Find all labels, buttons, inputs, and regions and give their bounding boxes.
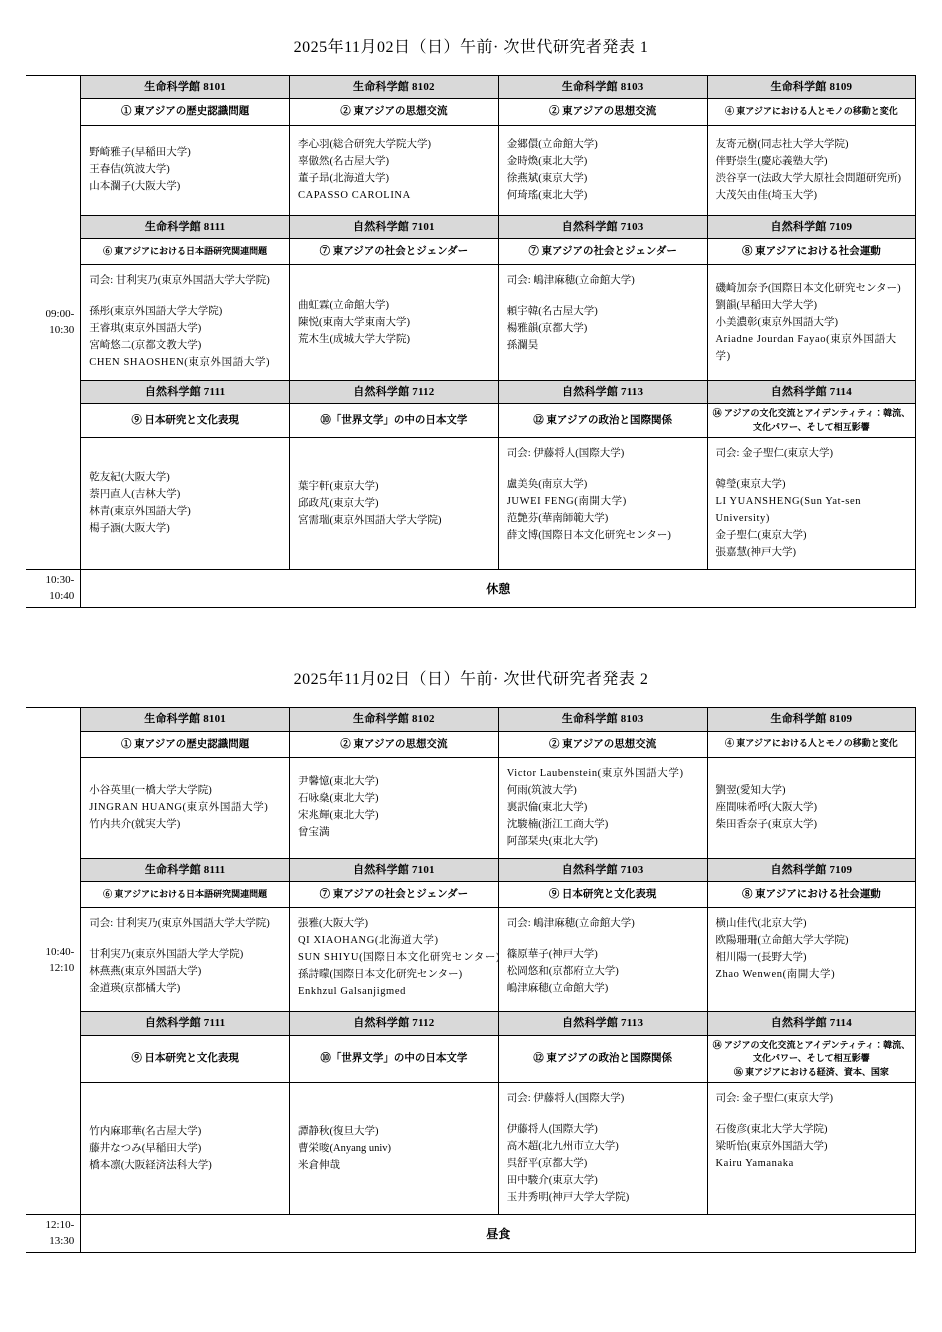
presenter-cell bbox=[290, 757, 499, 858]
presenter-line: 玉井秀明(神戸大学大学院) bbox=[506, 1192, 630, 1204]
room-header: 生命科学館 8101 bbox=[81, 708, 290, 731]
room-header: 生命科学館 8102 bbox=[290, 708, 499, 731]
presenter-line: 孫詩曚(国際日本文化研究センター) bbox=[298, 969, 463, 981]
presenter-line: 石咏燊(東北大学) bbox=[298, 793, 379, 805]
presenter-line: CHEN SHAOSHEN(東京外国語大学) bbox=[89, 357, 271, 369]
table-row bbox=[26, 265, 916, 381]
session-topic: ⑩「世界文学」の中の日本文学 bbox=[290, 404, 499, 438]
presenter-line: 磯崎加奈予(国際日本文化研究センター) bbox=[715, 282, 901, 294]
table-row bbox=[26, 731, 916, 757]
session-topic: ⑧ 東アジアにおける社会運動 bbox=[707, 882, 916, 908]
table-row bbox=[26, 1083, 916, 1215]
session-topic: ⑦ 東アジアの社会とジェンダー bbox=[290, 238, 499, 264]
presenter-line: 竹内麻耶華(名古屋大学) bbox=[89, 1125, 202, 1137]
presenter-line: QI XIAOHANG(北海道大学) bbox=[298, 935, 439, 947]
presenter-cell bbox=[707, 757, 916, 858]
table-row bbox=[26, 99, 916, 125]
presenter-line: 金道瑛(京都橘大学) bbox=[89, 983, 181, 995]
presenter-line: 藤井なつみ(早稲田大学) bbox=[89, 1142, 202, 1154]
presenter-line: 小美濃彰(東京外国語大学) bbox=[715, 316, 838, 328]
presenter-line: 頼宇韓(名古屋大学) bbox=[506, 306, 598, 318]
presenter-cell bbox=[498, 125, 707, 215]
presenter-cell bbox=[707, 908, 916, 1012]
chair-line: 司会: 金子聖仁(東京大学) bbox=[715, 1093, 834, 1105]
table-row bbox=[26, 125, 916, 215]
presenter-line: Kairu Yamanaka bbox=[715, 1158, 794, 1170]
presenter-line: Victor Laubenstein(東京外国語大学) bbox=[506, 767, 684, 779]
presenter-line: 山本瀾子(大阪大学) bbox=[89, 181, 181, 193]
presenter-line: 陳悦(東南大学東南大学) bbox=[298, 316, 410, 328]
presenter-line: 徐燕斌(東京大学) bbox=[506, 172, 588, 184]
presenter-line: 辜傲然(名古屋大学) bbox=[298, 155, 389, 167]
presenter-cell bbox=[81, 265, 290, 381]
presenter-line: 甘利実乃(東京外国語大学大学院) bbox=[89, 949, 244, 961]
presenter-line: 石俊彦(東北大学大学院) bbox=[715, 1124, 828, 1136]
table-row bbox=[26, 1035, 916, 1083]
session-topic: ⑥ 東アジアにおける日本語研究関連問題 bbox=[81, 238, 290, 264]
presenter-cell bbox=[81, 438, 290, 570]
presenter-cell bbox=[498, 757, 707, 858]
session-topic: ⑥ 東アジアにおける日本語研究関連問題 bbox=[81, 882, 290, 908]
room-header: 生命科学館 8102 bbox=[290, 76, 499, 99]
presenter-line: 王睿琪(東京外国語大学) bbox=[89, 323, 202, 335]
room-header: 生命科学館 8109 bbox=[707, 708, 916, 731]
presenter-line: 楊雅韻(京都大学) bbox=[506, 323, 588, 335]
presenter-line: 楊子涵(大阪大学) bbox=[89, 523, 170, 535]
presenter-line: 乾友紀(大阪大学) bbox=[89, 472, 170, 484]
break-label: 昼食 bbox=[81, 1215, 916, 1253]
presenter-cell bbox=[498, 908, 707, 1012]
chair-line: 司会: 嶋津麻穂(立命館大学) bbox=[506, 275, 635, 287]
presenter-line: 王春佶(筑波大学) bbox=[89, 164, 170, 176]
room-header: 生命科学館 8111 bbox=[81, 215, 290, 238]
presenter-line: 横山佳代(北京大学) bbox=[715, 918, 807, 930]
room-header: 自然科学館 7113 bbox=[498, 1012, 707, 1035]
presenter-cell bbox=[707, 265, 916, 381]
presenter-line: 薛文博(国際日本文化研究センター) bbox=[506, 530, 671, 542]
presenter-line: 阿部栞央(東北大学) bbox=[506, 835, 598, 847]
presenter-line: 林燕燕(東京外国語大学) bbox=[89, 966, 202, 978]
presenter-cell bbox=[498, 1083, 707, 1215]
session-topic: ⑦ 東アジアの社会とジェンダー bbox=[498, 238, 707, 264]
session-topic: ⑫ 東アジアの政治と国際関係 bbox=[498, 1035, 707, 1083]
session-topic: ⑨ 日本研究と文化表現 bbox=[81, 404, 290, 438]
session-topic: ② 東アジアの思想交流 bbox=[290, 99, 499, 125]
presenter-line: 林青(東京外国語大学) bbox=[89, 506, 191, 518]
room-header: 自然科学館 7109 bbox=[707, 215, 916, 238]
table-row bbox=[26, 882, 916, 908]
room-header: 自然科学館 7111 bbox=[81, 381, 290, 404]
break-row bbox=[26, 1215, 916, 1253]
presenter-line: 尹馨憶(東北大学) bbox=[298, 776, 379, 788]
presenter-line: 荒木生(成城大学大学院) bbox=[298, 333, 410, 345]
presenter-line: JINGRAN HUANG(東京外国語大学) bbox=[89, 801, 269, 813]
break-label: 休憩 bbox=[81, 570, 916, 608]
presenter-cell bbox=[290, 1083, 499, 1215]
presenter-cell bbox=[81, 757, 290, 858]
presenter-line: 高木超(北九州市立大学) bbox=[506, 1141, 619, 1153]
table-row bbox=[26, 381, 916, 404]
presenter-line: 曹栄晙(Anyang univ) bbox=[298, 1142, 392, 1154]
break-time-label: 12:10- 13:30 bbox=[26, 1215, 81, 1253]
presenter-line: 劉翌(愛知大学) bbox=[715, 784, 786, 796]
session-topic: ⑦ 東アジアの社会とジェンダー bbox=[290, 882, 499, 908]
presenter-line: 橋本凛(大阪経済法科大学) bbox=[89, 1159, 212, 1171]
presenter-cell bbox=[498, 438, 707, 570]
chair-line: 司会: 嶋津麻穂(立命館大学) bbox=[506, 918, 635, 930]
presenter-line: 孫瀾昊 bbox=[506, 340, 539, 352]
presenter-line: 友寄元樹(同志社大学大学院) bbox=[715, 138, 849, 150]
session-topic: ⑫ 東アジアの政治と国際関係 bbox=[498, 404, 707, 438]
session-topic: ⑭ アジアの文化交流とアイデンティティ：韓流、文化パワー、そして相互影響 bbox=[707, 404, 916, 438]
session-topic: ⑧ 東アジアにおける社会運動 bbox=[707, 238, 916, 264]
presenter-cell bbox=[81, 125, 290, 215]
presenter-line: 何琦瑤(東北大学) bbox=[506, 189, 588, 201]
session-topic: ① 東アジアの歴史認識問題 bbox=[81, 731, 290, 757]
presenter-cell bbox=[707, 1083, 916, 1215]
presenter-line: 金郷儇(立命館大学) bbox=[506, 138, 598, 150]
presenter-line: 田中駿介(東京大学) bbox=[506, 1175, 598, 1187]
room-header: 自然科学館 7114 bbox=[707, 1012, 916, 1035]
presenter-line: 邱政芃(東京大学) bbox=[298, 497, 379, 509]
chair-line: 司会: 甘利実乃(東京外国語大学大学院) bbox=[89, 918, 270, 930]
room-header: 生命科学館 8101 bbox=[81, 76, 290, 99]
time-slot-label: 10:40- 12:10 bbox=[26, 708, 81, 1215]
presenter-line: 曾宝満 bbox=[298, 827, 330, 839]
room-header: 自然科学館 7101 bbox=[290, 215, 499, 238]
table-row bbox=[26, 438, 916, 570]
presenter-line: 呉舒平(京都大学) bbox=[506, 1158, 588, 1170]
presenter-line: 董子昻(北海道大学) bbox=[298, 172, 389, 184]
presenter-line: 嶋津麻穂(立命館大学) bbox=[506, 983, 609, 995]
schedule-table-2 bbox=[26, 707, 917, 1253]
presenter-line: 伴野崇生(慶応義塾大学) bbox=[715, 155, 828, 167]
page-title-1: 2025年11月02日（日）午前· 次世代研究者発表 1 bbox=[293, 39, 649, 56]
session-topic: ④ 東アジアにおける人とモノの移動と変化 bbox=[707, 99, 916, 125]
session-topic: ② 東アジアの思想交流 bbox=[498, 99, 707, 125]
presenter-line: LI YUANSHENG(Sun Yat-sen University) bbox=[715, 496, 862, 525]
presenter-line: 沈駿楠(浙江工商大学) bbox=[506, 818, 609, 830]
table-row bbox=[26, 404, 916, 438]
session-topic: ② 東アジアの思想交流 bbox=[498, 731, 707, 757]
presenter-line: 渋谷享一(法政大学大原社会問題研究所) bbox=[715, 172, 901, 184]
room-header: 自然科学館 7103 bbox=[498, 858, 707, 881]
room-header: 自然科学館 7114 bbox=[707, 381, 916, 404]
presenter-cell bbox=[290, 265, 499, 381]
room-header: 自然科学館 7109 bbox=[707, 858, 916, 881]
room-header: 自然科学館 7101 bbox=[290, 858, 499, 881]
presenter-line: JUWEI FENG(南開大学) bbox=[506, 496, 627, 508]
room-header: 生命科学館 8103 bbox=[498, 708, 707, 731]
table-row bbox=[26, 757, 916, 858]
schedule-block-2 bbox=[0, 608, 942, 1253]
session-topic: ② 東アジアの思想交流 bbox=[290, 731, 499, 757]
presenter-line: 篠原華子(神戸大学) bbox=[506, 949, 598, 961]
presenter-line: 張雅(大阪大学) bbox=[298, 918, 368, 930]
presenter-line: 曲虹霖(立命館大学) bbox=[298, 299, 389, 311]
presenter-line: 相川陽一(長野大学) bbox=[715, 952, 807, 964]
presenter-cell bbox=[290, 125, 499, 215]
room-header: 生命科学館 8103 bbox=[498, 76, 707, 99]
presenter-line: 劉韻(早稲田大学大学) bbox=[715, 299, 817, 311]
presenter-line: 李心羽(総合研究大学院大学) bbox=[298, 138, 431, 150]
presenter-line: 座間味希呼(大阪大学) bbox=[715, 801, 817, 813]
presenter-cell bbox=[290, 908, 499, 1012]
presenter-cell bbox=[707, 438, 916, 570]
table-row bbox=[26, 858, 916, 881]
presenter-line: 宮崎悠二(京都文教大学) bbox=[89, 340, 202, 352]
presenter-line: 金時煥(東北大学) bbox=[506, 155, 588, 167]
table-row bbox=[26, 238, 916, 264]
chair-line: 司会: 伊藤将人(国際大学) bbox=[506, 448, 625, 460]
presenter-line: 宋兆輝(東北大学) bbox=[298, 810, 379, 822]
presenter-line: 小谷英里(一橋大学大学院) bbox=[89, 784, 212, 796]
presenter-cell bbox=[707, 125, 916, 215]
presenter-line: 梁昕怡(東京外国語大学) bbox=[715, 1141, 828, 1153]
table-row bbox=[26, 76, 916, 99]
presenter-line: 何雨(筑波大学) bbox=[506, 784, 577, 796]
presenter-line: 范艶芬(華南師範大学) bbox=[506, 513, 609, 525]
table-row bbox=[26, 708, 916, 731]
presenter-line: 裏訳倫(東北大学) bbox=[506, 801, 588, 813]
room-header: 自然科学館 7112 bbox=[290, 381, 499, 404]
presenter-line: 譚静秋(復旦大学) bbox=[298, 1125, 379, 1137]
session-topic: ④ 東アジアにおける人とモノの移動と変化 bbox=[707, 731, 916, 757]
session-topic: ⑭ アジアの文化交流とアイデンティティ：韓流、文化パワー、そして相互影響 ⑯ 東アジアにおける経済、資本、国家 bbox=[707, 1035, 916, 1083]
presenter-cell bbox=[81, 908, 290, 1012]
room-header: 自然科学館 7113 bbox=[498, 381, 707, 404]
room-header: 生命科学館 8109 bbox=[707, 76, 916, 99]
table-row bbox=[26, 215, 916, 238]
presenter-line: 張嘉慧(神戸大学) bbox=[715, 547, 796, 559]
session-topic: ⑩「世界文学」の中の日本文学 bbox=[290, 1035, 499, 1083]
page-title-2: 2025年11月02日（日）午前· 次世代研究者発表 2 bbox=[293, 671, 649, 689]
chair-line: 司会: 伊藤将人(国際大学) bbox=[506, 1093, 625, 1105]
session-topic: ⑨ 日本研究と文化表現 bbox=[498, 882, 707, 908]
presenter-line: Ariadne Jourdan Fayao(東京外国語大学) bbox=[715, 333, 897, 362]
table-row bbox=[26, 908, 916, 1012]
presenter-line: 欧陽珊珊(立命館大学大学院) bbox=[715, 935, 849, 947]
presenter-line: 孫彤(東京外国語大学大学院) bbox=[89, 306, 223, 318]
presenter-line: 伊藤将人(国際大学) bbox=[506, 1124, 598, 1136]
schedule-block-1 bbox=[0, 0, 942, 608]
chair-line: 司会: 甘利実乃(東京外国語大学大学院) bbox=[89, 275, 270, 287]
room-header: 生命科学館 8111 bbox=[81, 858, 290, 881]
break-row bbox=[26, 570, 916, 608]
presenter-line: 葉宇軒(東京大学) bbox=[298, 480, 379, 492]
presenter-line: 竹内共介(就実大学) bbox=[89, 818, 181, 830]
break-time-label: 10:30- 10:40 bbox=[26, 570, 81, 608]
presenter-line: 金子聖仁(東京大学) bbox=[715, 530, 807, 542]
presenter-line: SUN SHIYU(国際日本文化研究センター) bbox=[298, 952, 501, 964]
presenter-cell bbox=[498, 265, 707, 381]
presenter-line: 柴田香奈子(東京大学) bbox=[715, 818, 817, 830]
schedule-table-1 bbox=[26, 75, 917, 608]
presenter-line: CAPASSO CAROLINA bbox=[298, 189, 411, 201]
presenter-line: 米倉伸哉 bbox=[298, 1159, 340, 1171]
time-slot-label: 09:00- 10:30 bbox=[26, 76, 81, 570]
presenter-line: Enkhzul Galsanjigmed bbox=[298, 986, 406, 998]
room-header: 自然科学館 7111 bbox=[81, 1012, 290, 1035]
presenter-line: 萘円直人(吉林大学) bbox=[89, 489, 181, 501]
presenter-line: Zhao Wenwen(南開大学) bbox=[715, 969, 836, 981]
presenter-cell bbox=[290, 438, 499, 570]
presenter-line: 盧美奂(南京大学) bbox=[506, 479, 588, 491]
presenter-cell bbox=[81, 1083, 290, 1215]
room-header: 自然科学館 7103 bbox=[498, 215, 707, 238]
chair-line: 司会: 金子聖仁(東京大学) bbox=[715, 448, 834, 460]
table-row bbox=[26, 1012, 916, 1035]
presenter-line: 松岡悠和(京都府立大学) bbox=[506, 966, 619, 978]
presenter-line: 野崎雅子(早稲田大学) bbox=[89, 147, 191, 159]
session-topic: ⑨ 日本研究と文化表現 bbox=[81, 1035, 290, 1083]
room-header: 自然科学館 7112 bbox=[290, 1012, 499, 1035]
presenter-line: 宮需瑞(東京外国語大学大学院) bbox=[298, 514, 442, 526]
presenter-line: 大茂矢由佳(埼玉大学) bbox=[715, 189, 817, 201]
presenter-line: 韓瑩(東京大学) bbox=[715, 479, 786, 491]
session-topic: ① 東アジアの歴史認識問題 bbox=[81, 99, 290, 125]
